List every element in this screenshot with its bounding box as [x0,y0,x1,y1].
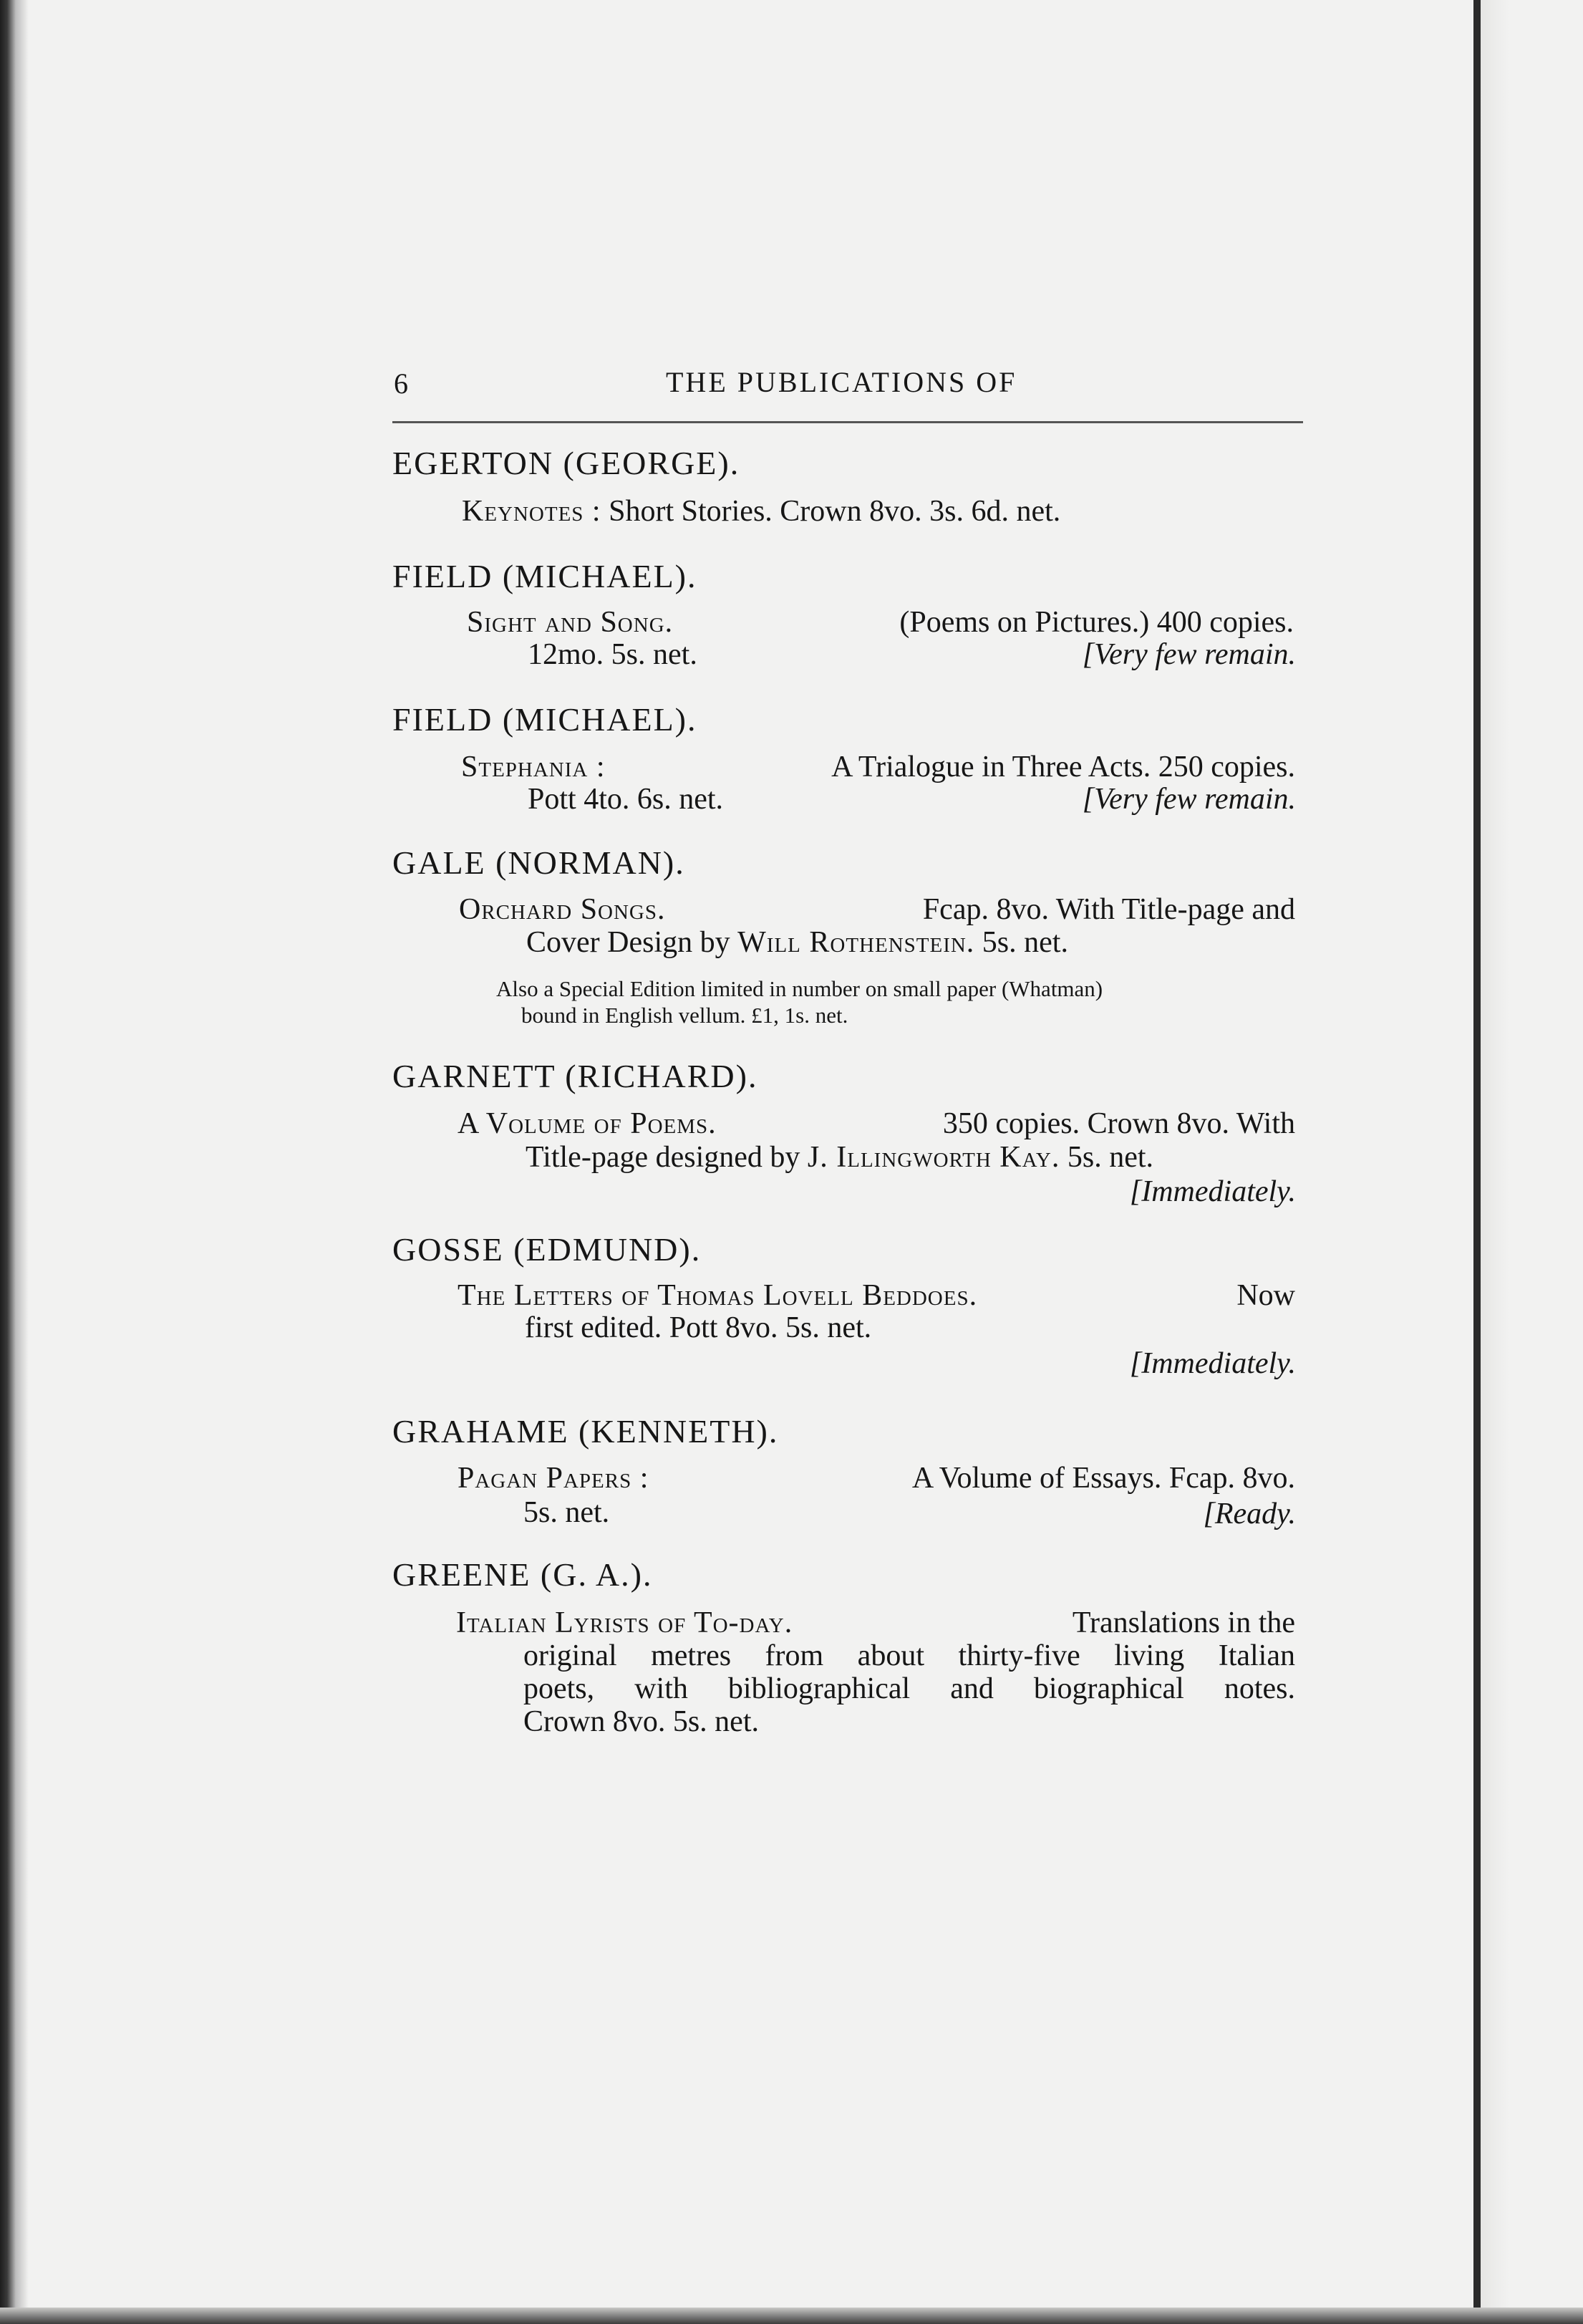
entry-line [459,892,1295,927]
entry-line-4: Crown 8vo. 5s. net. [523,1705,759,1738]
entry-author: GALE (NORMAN). [392,844,685,881]
entry-description: Translations in the [1072,1606,1295,1639]
entry-line-2-name: Will Rothenstein. [737,926,975,959]
entry-line [456,1606,1295,1640]
entry-author: GRAHAME (KENNETH). [392,1413,779,1450]
entry-line [458,1461,1295,1495]
entry-description: 350 copies. Crown 8vo. With [942,1107,1295,1140]
entry-line-3: poets, with bibliographical and biographical notes. [523,1672,1295,1705]
entry-description: Fcap. 8vo. With Title-page and [922,893,1295,926]
entry-description: Now [1236,1279,1295,1312]
entry-author: GREENE (G. A.). [392,1556,653,1593]
page-number: 6 [394,367,408,400]
header-rule [392,421,1303,423]
entry-title: Italian Lyrists of To-day. [456,1606,793,1639]
entry-title: A Volume of Poems. [458,1107,717,1140]
entry-author: GARNETT (RICHARD). [392,1058,758,1094]
entry-line-2: original metres from about thirty-five living Italian [523,1639,1295,1672]
entry-title: Stephania : [461,751,606,783]
entry-title: The Letters of Thomas Lovell Beddoes. [458,1279,978,1312]
entry-author: FIELD (MICHAEL). [392,558,697,594]
entry-description: A Volume of Essays. Fcap. 8vo. [911,1462,1295,1495]
entry-line-2: first edited. Pott 8vo. 5s. net. [525,1311,872,1344]
entry-line-2-price: 5s. net. [974,926,1068,959]
entry-line-2-price: 5s. net. [1060,1141,1153,1174]
entry-line [458,1278,1295,1313]
entry-title: Sight and Song. [467,606,674,639]
entry-line-2-text: Cover Design by [526,926,738,959]
entry-line [467,605,1294,640]
entry-line [461,750,1295,784]
running-title: THE PUBLICATIONS OF [666,366,1017,398]
entry-line-2: 12mo. 5s. net. [528,638,697,671]
entry-author: GOSSE (EDMUND). [392,1231,702,1268]
entry-line [462,494,1060,529]
entry-line-2: 5s. net. [523,1496,610,1529]
entry-line-2-name: J. Illingworth Kay. [807,1141,1060,1174]
entry-line-2-text: Title-page designed by [526,1141,808,1174]
entry-author: EGERTON (GEORGE). [392,445,740,481]
entry-description: Short Stories. Crown 8vo. 3s. 6d. net. [609,495,1061,528]
entry-title: Orchard Songs. [459,893,666,926]
entry-line-2: Pott 4to. 6s. net. [528,783,724,816]
entry-title: Keynotes : [462,495,601,528]
entry-availability-note: [Immediately. [1129,1347,1296,1380]
entry-line [458,1106,1295,1141]
entry-author: FIELD (MICHAEL). [392,701,697,738]
entry-description: (Poems on Pictures.) 400 copies. [899,606,1294,639]
entry-availability-note: [Very few remain. [1082,783,1296,816]
entry-line-2 [526,1140,1153,1175]
special-edition-note-2: bound in English vellum. £1, 1s. net. [521,1003,848,1028]
entry-description: A Trialogue in Three Acts. 250 copies. [831,751,1295,783]
entry-line-2 [526,925,1068,960]
entry-title: Pagan Papers : [458,1462,649,1495]
entry-availability-note: [Immediately. [1129,1175,1296,1208]
special-edition-note: Also a Special Edition limited in number on small paper (Whatman) [496,976,1103,1001]
entry-availability-note: [Ready. [1203,1498,1296,1530]
entry-availability-note: [Very few remain. [1082,638,1296,671]
